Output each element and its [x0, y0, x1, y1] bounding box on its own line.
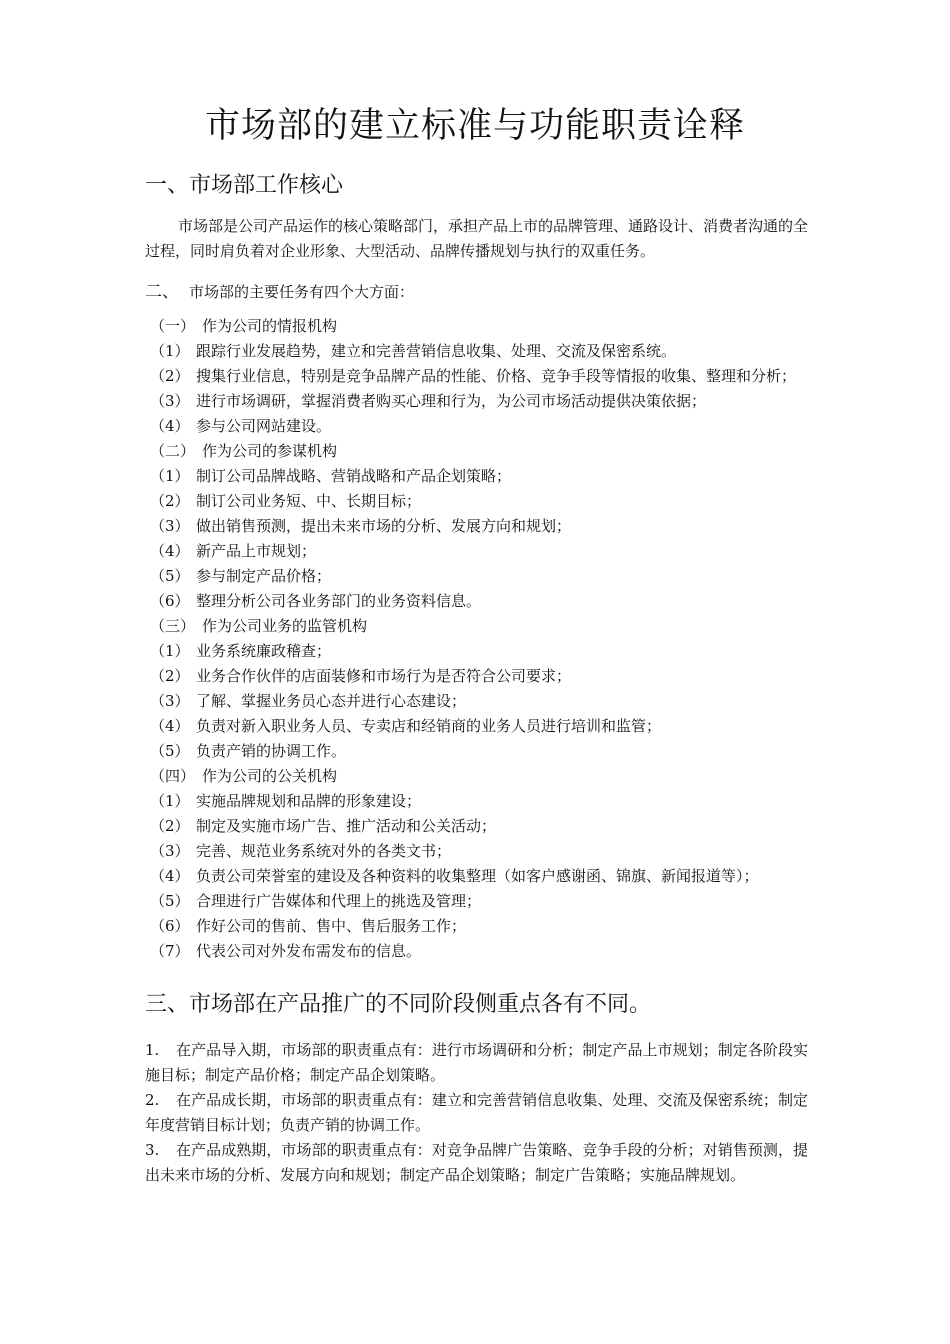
stage-number: 3.: [145, 1141, 160, 1159]
task-item: [150, 714, 810, 739]
section2-heading: [145, 280, 414, 305]
task-item: [150, 889, 810, 914]
task-number: （1）: [150, 792, 190, 810]
task-item: [150, 664, 810, 689]
task-number: （二）: [150, 442, 196, 460]
task-text: 合理进行广告媒体和代理上的挑选及管理；: [196, 892, 482, 910]
stage-item: [145, 1088, 808, 1138]
task-text: 制订公司业务短、中、长期目标；: [196, 492, 422, 510]
document-title: 市场部的建立标准与功能职责诠释: [204, 106, 745, 146]
task-text: 作好公司的售前、售中、售后服务工作；: [196, 917, 467, 935]
task-number: （6）: [150, 592, 190, 610]
task-item: [150, 539, 810, 564]
section1-paragraph: 市场部是公司产品运作的核心策略部门，承担产品上市的品牌管理、通路设计、消费者沟通的全过程，同时肩负着对企业形象、大型活动、品牌传播规划与执行的双重任务。: [145, 217, 809, 260]
task-number: （一）: [150, 317, 196, 335]
task-number: （5）: [150, 567, 190, 585]
task-number: （6）: [150, 917, 190, 935]
task-text: 制订公司品牌战略、营销战略和产品企划策略；: [196, 467, 512, 485]
task-text: 整理分析公司各业务部门的业务资料信息。: [196, 592, 482, 610]
stage-number: 2.: [145, 1091, 160, 1109]
task-category: [150, 314, 810, 339]
task-item: [150, 464, 810, 489]
task-text: 参与公司网站建设。: [196, 417, 332, 435]
task-number: （4）: [150, 867, 190, 885]
task-number: （1）: [150, 642, 190, 660]
task-category: [150, 764, 810, 789]
task-number: （2）: [150, 667, 190, 685]
task-item: [150, 839, 810, 864]
task-item: [150, 364, 810, 389]
task-number: （1）: [150, 342, 190, 360]
task-item: [150, 564, 810, 589]
task-item: [150, 389, 810, 414]
task-item: [150, 914, 810, 939]
task-item: [150, 739, 810, 764]
task-number: （7）: [150, 942, 190, 960]
task-item: [150, 639, 810, 664]
task-text: 跟踪行业发展趋势，建立和完善营销信息收集、处理、交流及保密系统。: [196, 342, 677, 360]
task-item: [150, 339, 810, 364]
task-text: 代表公司对外发布需发布的信息。: [196, 942, 422, 960]
task-number: （3）: [150, 842, 190, 860]
task-item: [150, 514, 810, 539]
stage-number: 1.: [145, 1041, 160, 1059]
stage-text: 在产品导入期，市场部的职责重点有：进行市场调研和分析；制定产品上市规划；制定各阶段实施目标；制定产品价格；制定产品企划策略。: [145, 1041, 808, 1084]
task-text: 负责产销的协调工作。: [196, 742, 347, 760]
task-text: 负责对新入职业务人员、专卖店和经销商的业务人员进行培训和监管；: [196, 717, 662, 735]
task-number: （4）: [150, 542, 190, 560]
task-text: 业务合作伙伴的店面装修和市场行为是否符合公司要求；: [196, 667, 572, 685]
task-text: 业务系统廉政稽查；: [196, 642, 332, 660]
task-category: [150, 439, 810, 464]
task-item: [150, 789, 810, 814]
task-number: （2）: [150, 367, 190, 385]
task-text: 作为公司的参谋机构: [202, 442, 338, 460]
task-text: 负责公司荣誉室的建设及各种资料的收集整理（如客户感谢函、锦旗、新闻报道等）；: [196, 867, 759, 885]
task-text: 作为公司业务的监管机构: [202, 617, 368, 635]
task-item: [150, 414, 810, 439]
task-number: （3）: [150, 692, 190, 710]
section2-heading-text: 市场部的主要任务有四个大方面：: [189, 283, 415, 301]
task-text: 了解、掌握业务员心态并进行心态建设；: [196, 692, 467, 710]
task-text: 搜集行业信息，特别是竞争品牌产品的性能、价格、竞争手段等情报的收集、整理和分析；: [196, 367, 797, 385]
stage-text: 在产品成熟期，市场部的职责重点有：对竞争品牌广告策略、竞争手段的分析；对销售预测，提出未来市场的分析、发展方向和规划；制定产品企划策略；制定广告策略；实施品牌规划。: [145, 1141, 808, 1184]
task-text: 完善、规范业务系统对外的各类文书；: [196, 842, 452, 860]
task-text: 实施品牌规划和品牌的形象建设；: [196, 792, 422, 810]
task-number: （3）: [150, 517, 190, 535]
task-text: 参与制定产品价格；: [196, 567, 332, 585]
task-number: （三）: [150, 617, 196, 635]
task-text: 制定及实施市场广告、推广活动和公关活动；: [196, 817, 497, 835]
task-number: （4）: [150, 717, 190, 735]
task-item: [150, 489, 810, 514]
task-number: （3）: [150, 392, 190, 410]
task-number: （2）: [150, 492, 190, 510]
task-item: [150, 589, 810, 614]
task-number: （四）: [150, 767, 196, 785]
task-number: （5）: [150, 742, 190, 760]
task-category: [150, 614, 810, 639]
task-text: 作为公司的情报机构: [202, 317, 338, 335]
task-number: （5）: [150, 892, 190, 910]
stage-text: 在产品成长期，市场部的职责重点有：建立和完善营销信息收集、处理、交流及保密系统；制定年度营销目标计划；负责产销的协调工作。: [145, 1091, 808, 1134]
task-text: 作为公司的公关机构: [202, 767, 338, 785]
section2-number: 二、: [145, 282, 179, 302]
task-text: 做出销售预测，提出未来市场的分析、发展方向和规划；: [196, 517, 572, 535]
section1-heading: 一、市场部工作核心: [145, 173, 344, 198]
stage-list: [145, 1038, 808, 1188]
task-list: [150, 314, 810, 964]
stage-item: [145, 1138, 808, 1188]
task-item: [150, 689, 810, 714]
section3-heading: 三、市场部在产品推广的不同阶段侧重点各有不同。: [145, 992, 652, 1017]
task-text: 进行市场调研，掌握消费者购买心理和行为，为公司市场活动提供决策依据；: [196, 392, 707, 410]
stage-item: [145, 1038, 808, 1088]
task-number: （1）: [150, 467, 190, 485]
task-item: [150, 814, 810, 839]
task-number: （4）: [150, 417, 190, 435]
task-item: [150, 939, 810, 964]
task-item: [150, 864, 810, 889]
task-number: （2）: [150, 817, 190, 835]
task-text: 新产品上市规划；: [196, 542, 317, 560]
